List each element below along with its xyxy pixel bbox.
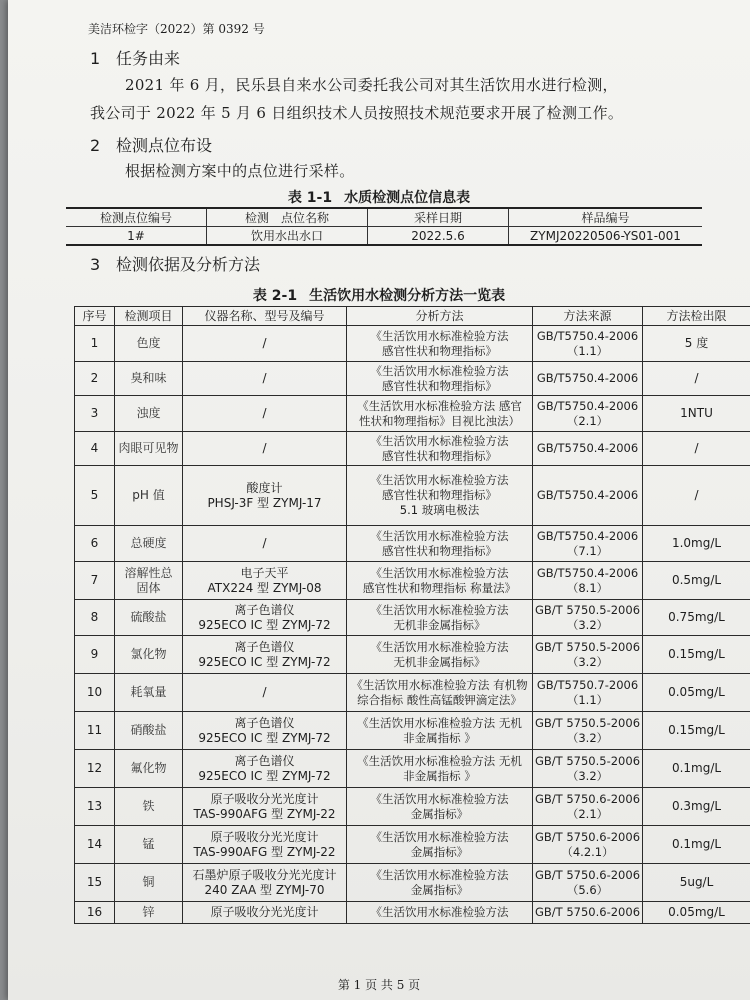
table2-cell-item: 硝酸盐: [115, 712, 183, 750]
table2-cell-no: 2: [75, 362, 115, 396]
section-number: 2: [90, 136, 101, 155]
table2-cell-limit: 0.05mg/L: [643, 902, 750, 924]
table2-row: [75, 562, 750, 600]
table2-cell-method: 《生活饮用水标准检验方法 感官性状和物理指标》 5.1 玻璃电极法: [347, 466, 533, 526]
page-number: 第 1 页 共 5 页: [337, 978, 421, 992]
table2-row: [75, 466, 750, 526]
table2-cell-method: 《生活饮用水标准检验方法 有机物 综合指标 酸性高锰酸钾滴定法》: [347, 674, 533, 712]
table2-cell-limit: 0.5mg/L: [643, 562, 750, 600]
table2-cell-instrument: 酸度计 PHSJ-3F 型 ZYMJ-17: [183, 466, 347, 526]
table1-row: [66, 227, 702, 246]
table2-header: 检测项目: [115, 307, 183, 326]
table2-cell-source: GB/T5750.4-2006 （1.1）: [533, 326, 643, 362]
table2-cell-source: GB/T5750.4-2006: [533, 432, 643, 466]
table2-header-row: [75, 307, 750, 326]
table2-cell-no: 14: [75, 826, 115, 864]
document-number: 美洁环检字（2022）第 0392 号: [88, 22, 265, 36]
table2-cell-limit: 0.75mg/L: [643, 600, 750, 636]
table2-cell-item: 溶解性总 固体: [115, 562, 183, 600]
table2-cell-no: 13: [75, 788, 115, 826]
table2-row: [75, 674, 750, 712]
table2-row: [75, 526, 750, 562]
table2-cell-source: GB/T5750.7-2006 （1.1）: [533, 674, 643, 712]
table2-cell-method: 《生活饮用水标准检验方法 无机 非金属指标 》: [347, 750, 533, 788]
table2-cell-item: 氟化物: [115, 750, 183, 788]
table2-row: [75, 396, 750, 432]
table2-cell-source: GB/T 5750.6-2006 （2.1）: [533, 788, 643, 826]
table2-cell-limit: /: [643, 362, 750, 396]
table2-cell-instrument: /: [183, 396, 347, 432]
table2-cell-limit: 1.0mg/L: [643, 526, 750, 562]
table1-header: 检测点位编号: [66, 208, 207, 227]
table2-header: 仪器名称、型号及编号: [183, 307, 347, 326]
table2-row: [75, 864, 750, 902]
table2-cell-method: 《生活饮用水标准检验方法 无机非金属指标》: [347, 600, 533, 636]
table2-cell-source: GB/T 5750.6-2006: [533, 902, 643, 924]
task-paragraph-line-2: 我公司于 2022 年 5 月 6 日组织技术人员按照技术规范要求开展了检测工作。: [90, 104, 624, 122]
table1-header-row: [66, 208, 702, 227]
table2-caption: [8, 285, 750, 305]
table2-cell-no: 4: [75, 432, 115, 466]
table2-cell-no: 10: [75, 674, 115, 712]
table2-cell-item: 硫酸盐: [115, 600, 183, 636]
table2-cell-item: 浊度: [115, 396, 183, 432]
table2-cell-source: GB/T5750.4-2006 （7.1）: [533, 526, 643, 562]
table2-cell-limit: 0.3mg/L: [643, 788, 750, 826]
table2-cell-item: 铜: [115, 864, 183, 902]
table2-row: [75, 326, 750, 362]
table2-row: [75, 826, 750, 864]
table2-cell-limit: 0.05mg/L: [643, 674, 750, 712]
table2-cell-source: GB/T5750.4-2006 （2.1）: [533, 396, 643, 432]
table2-row: [75, 432, 750, 466]
table1-caption-number: 表 1-1: [287, 190, 333, 206]
table2-cell-instrument: /: [183, 432, 347, 466]
table1-cell: 饮用水出水口: [207, 227, 368, 246]
table2-cell-item: 总硬度: [115, 526, 183, 562]
table2-cell-method: 《生活饮用水标准检验方法 金属指标》: [347, 826, 533, 864]
table2-cell-method: 《生活饮用水标准检验方法 感官 性状和物理指标》目视比浊法）: [347, 396, 533, 432]
table1-header: 样品编号: [509, 208, 703, 227]
table2-row: [75, 636, 750, 674]
section-title: 检测点位布设: [116, 136, 213, 155]
table1-caption: [8, 187, 750, 207]
table2-caption-number: 表 2-1: [252, 288, 298, 304]
table2-cell-method: 《生活饮用水标准检验方法 金属指标》: [347, 788, 533, 826]
table2-cell-limit: 5ug/L: [643, 864, 750, 902]
table2-cell-method: 《生活饮用水标准检验方法 感官性状和物理指标》: [347, 526, 533, 562]
table2-cell-source: GB/T 5750.6-2006 （5.6）: [533, 864, 643, 902]
table2-cell-source: GB/T5750.4-2006 （8.1）: [533, 562, 643, 600]
table2-cell-source: GB/T 5750.6-2006 （4.2.1）: [533, 826, 643, 864]
table2-cell-item: 耗氧量: [115, 674, 183, 712]
table2-cell-item: 肉眼可见物: [115, 432, 183, 466]
table1-cell: ZYMJ20220506-YS01-001: [509, 227, 703, 246]
table2-cell-no: 1: [75, 326, 115, 362]
table2-cell-item: 色度: [115, 326, 183, 362]
table1-cell: 2022.5.6: [368, 227, 509, 246]
table2-row: [75, 902, 750, 924]
section-heading: [90, 46, 180, 69]
table2-row: [75, 750, 750, 788]
table2-cell-method: 《生活饮用水标准检验方法 感官性状和物理指标》: [347, 362, 533, 396]
section-number: 1: [90, 49, 101, 68]
table2-row: [75, 600, 750, 636]
sampling-paragraph: 根据检测方案中的点位进行采样。: [125, 162, 355, 180]
analysis-method-table: [74, 306, 750, 924]
table2-cell-no: 15: [75, 864, 115, 902]
table1-header: 采样日期: [368, 208, 509, 227]
table2-cell-instrument: /: [183, 674, 347, 712]
table2-cell-limit: 0.1mg/L: [643, 750, 750, 788]
table2-cell-limit: /: [643, 432, 750, 466]
section-number: 3: [90, 255, 101, 274]
table2-cell-limit: 0.15mg/L: [643, 712, 750, 750]
table2-cell-limit: 0.1mg/L: [643, 826, 750, 864]
table2-cell-limit: /: [643, 466, 750, 526]
table2-cell-method: 《生活饮用水标准检验方法: [347, 902, 533, 924]
table2-header: 方法来源: [533, 307, 643, 326]
table2-cell-method: 《生活饮用水标准检验方法 无机非金属指标》: [347, 636, 533, 674]
table2-cell-instrument: 原子吸收分光光度计 TAS-990AFG 型 ZYMJ-22: [183, 826, 347, 864]
table2-cell-item: 氯化物: [115, 636, 183, 674]
section-heading: [90, 252, 260, 275]
table2-caption-text: 生活饮用水检测分析方法一览表: [309, 288, 506, 304]
table2-cell-limit: 5 度: [643, 326, 750, 362]
table2-cell-source: GB/T 5750.5-2006 （3.2）: [533, 636, 643, 674]
table2-cell-no: 8: [75, 600, 115, 636]
document-page: [8, 0, 750, 1000]
table2-cell-source: GB/T5750.4-2006: [533, 362, 643, 396]
table2-cell-no: 6: [75, 526, 115, 562]
table2-cell-no: 5: [75, 466, 115, 526]
table2-row: [75, 712, 750, 750]
table2-cell-source: GB/T5750.4-2006: [533, 466, 643, 526]
table2-cell-no: 3: [75, 396, 115, 432]
table2-header: 方法检出限: [643, 307, 750, 326]
table2-cell-source: GB/T 5750.5-2006 （3.2）: [533, 712, 643, 750]
table2-cell-no: 11: [75, 712, 115, 750]
task-paragraph-line-1: 2021 年 6 月，民乐县自来水公司委托我公司对其生活饮用水进行检测，: [125, 76, 618, 94]
sampling-point-table: [66, 207, 702, 246]
table2-cell-method: 《生活饮用水标准检验方法 金属指标》: [347, 864, 533, 902]
table2-cell-instrument: /: [183, 362, 347, 396]
section-title: 任务由来: [116, 49, 181, 68]
table2-cell-instrument: 原子吸收分光光度计 TAS-990AFG 型 ZYMJ-22: [183, 788, 347, 826]
table2-row: [75, 788, 750, 826]
section-title: 检测依据及分析方法: [116, 255, 261, 274]
table2-cell-method: 《生活饮用水标准检验方法 感官性状和物理指标》: [347, 326, 533, 362]
table1-header: 检测 点位名称: [207, 208, 368, 227]
section-heading: [90, 133, 212, 156]
table2-cell-no: 7: [75, 562, 115, 600]
table2-cell-item: 锰: [115, 826, 183, 864]
table2-cell-instrument: 原子吸收分光光度计: [183, 902, 347, 924]
table1-cell: 1#: [66, 227, 207, 246]
table2-cell-no: 9: [75, 636, 115, 674]
table2-cell-instrument: 电子天平 ATX224 型 ZYMJ-08: [183, 562, 347, 600]
table2-cell-instrument: /: [183, 526, 347, 562]
table2-header: 分析方法: [347, 307, 533, 326]
table2-cell-no: 16: [75, 902, 115, 924]
table2-row: [75, 362, 750, 396]
table2-header: 序号: [75, 307, 115, 326]
table1-caption-text: 水质检测点位信息表: [344, 190, 471, 206]
table2-cell-instrument: 石墨炉原子吸收分光光度计 240 ZAA 型 ZYMJ-70: [183, 864, 347, 902]
table2-cell-item: pH 值: [115, 466, 183, 526]
table2-cell-instrument: 离子色谱仪 925ECO IC 型 ZYMJ-72: [183, 600, 347, 636]
table2-cell-limit: 0.15mg/L: [643, 636, 750, 674]
table2-cell-source: GB/T 5750.5-2006 （3.2）: [533, 750, 643, 788]
table2-cell-item: 铁: [115, 788, 183, 826]
table2-cell-item: 锌: [115, 902, 183, 924]
table2-cell-limit: 1NTU: [643, 396, 750, 432]
table2-cell-instrument: 离子色谱仪 925ECO IC 型 ZYMJ-72: [183, 750, 347, 788]
table2-cell-method: 《生活饮用水标准检验方法 感官性状和物理指标 称量法》: [347, 562, 533, 600]
table2-cell-method: 《生活饮用水标准检验方法 无机 非金属指标 》: [347, 712, 533, 750]
table2-cell-source: GB/T 5750.5-2006 （3.2）: [533, 600, 643, 636]
table2-cell-instrument: 离子色谱仪 925ECO IC 型 ZYMJ-72: [183, 712, 347, 750]
table2-cell-no: 12: [75, 750, 115, 788]
table2-cell-instrument: /: [183, 326, 347, 362]
table2-cell-instrument: 离子色谱仪 925ECO IC 型 ZYMJ-72: [183, 636, 347, 674]
table2-cell-item: 臭和味: [115, 362, 183, 396]
table2-cell-method: 《生活饮用水标准检验方法 感官性状和物理指标》: [347, 432, 533, 466]
